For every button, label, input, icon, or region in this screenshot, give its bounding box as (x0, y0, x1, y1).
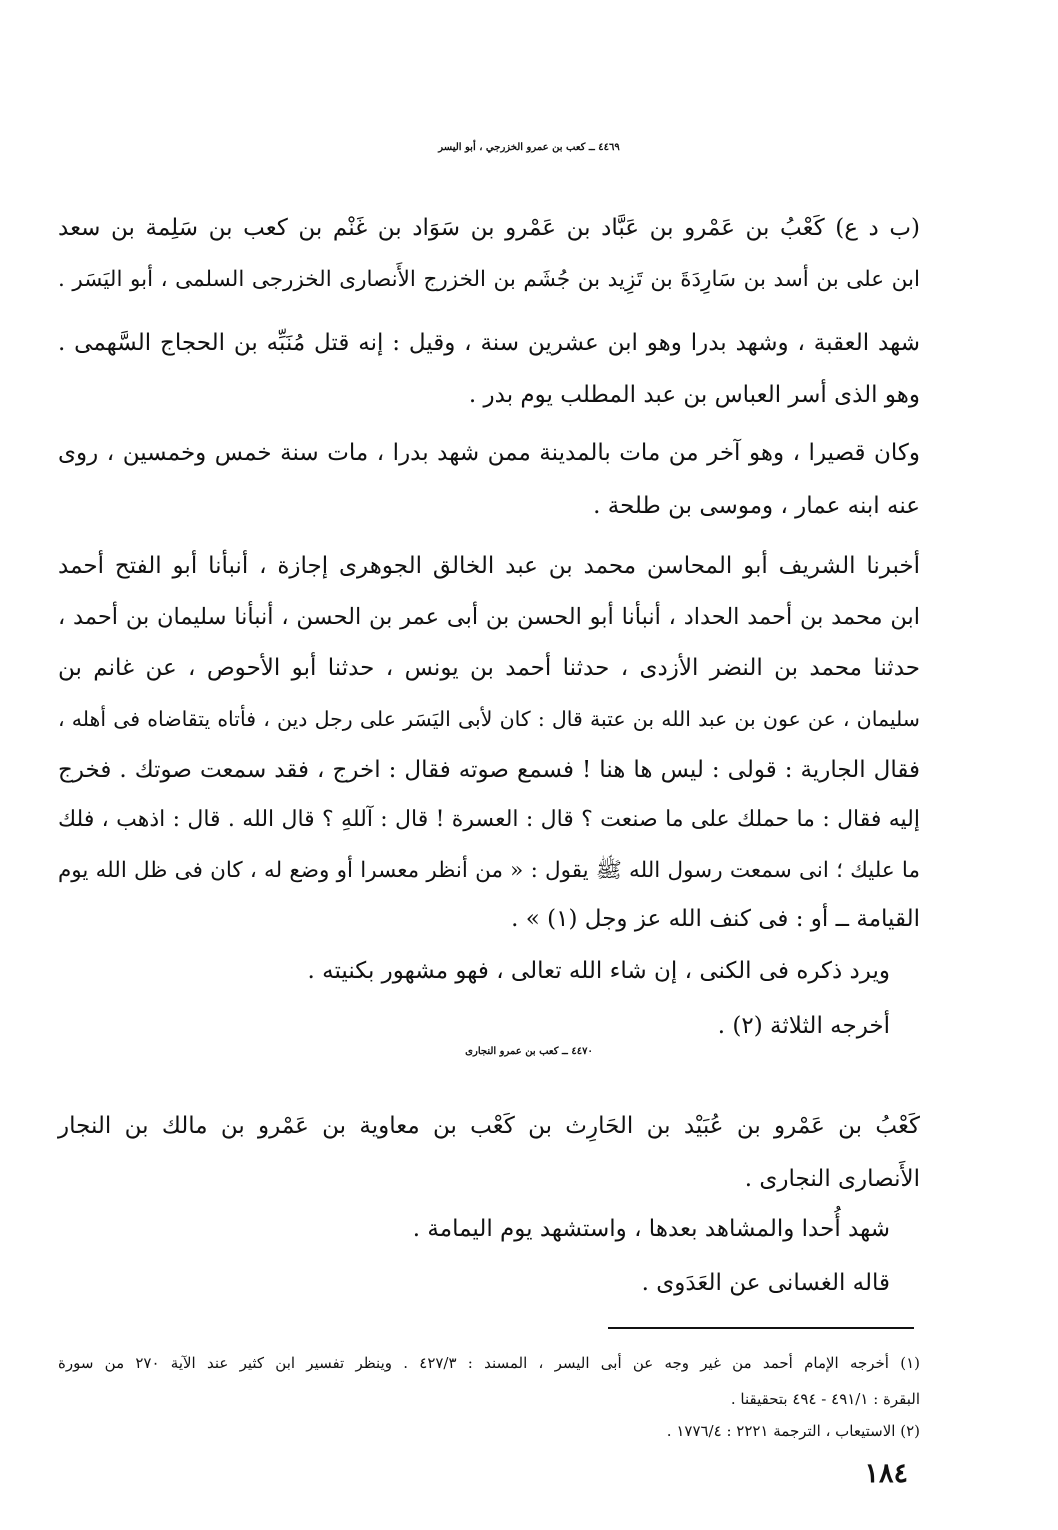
text-line: شهد أُحدا والمشاهد بعدها ، واستشهد يوم اليمامة . (412, 1216, 890, 1242)
text-line: أخبرنا الشريف أبو المحاسن محمد بن عبد الخالق الجوهرى إجازة ، أنبأنا أبو الفتح أحمد (58, 553, 920, 579)
footnote-line: (١) أخرجه الإمام أحمد من غير وجه عن أبى اليسر ، المسند : ٤٢٧/٣ . وينظر تفسير ابن كثير عند الآية ٢٧٠ من سورة (58, 1354, 920, 1372)
text-line: عنه ابنه عمار ، وموسى بن طلحة . (593, 493, 920, 519)
text-line: القيامة ــ أو : فى كنف الله عز وجل (١) » . (511, 906, 920, 932)
text-line: حدثنا محمد بن النضر الأزدى ، حدثنا أحمد بن يونس ، حدثنا أبو الأحوص ، عن غانم بن (58, 655, 920, 681)
text-line: كَعْبُ بن عَمْرو بن عُبَيْد بن الحَارِث بن كَعْب بن معاوية بن عَمْرو بن مالك بن النجار (58, 1113, 920, 1139)
text-line: سليمان ، عن عون بن عبد الله بن عتبة قال : كان لأبى اليَسَر على رجل دين ، فأتاه يتقاضاه فى أهله ، (58, 707, 920, 731)
text-line: (ب د ع) كَعْبُ بن عَمْرو بن عَبَّاد بن عَمْرو بن سَوَاد بن غَنْم بن كعب بن سَلِمة بن سعد (58, 215, 920, 241)
text-line: إليه فقال : ما حملك على ما صنعت ؟ قال : العسرة ! قال : آللهِ ؟ قال الله . قال : اذهب ، فلك (58, 807, 920, 832)
text-line: فقال الجارية : قولى : ليس ها هنا ! فسمع صوته فقال : اخرج ، فقد سمعت صوتك . فخرج (58, 757, 920, 783)
text-line: وكان قصيرا ، وهو آخر من مات بالمدينة ممن شهد بدرا ، مات سنة خمس وخمسين ، روى (58, 440, 920, 466)
text-line: ما عليك ؛ انى سمعت رسول الله ﷺ يقول : « من أنظر معسرا أو وضع له ، كان فى ظل الله يوم (58, 858, 920, 883)
entry-heading-4470: ٤٤٧٠ ــ كعب بن عمرو النجارى (465, 1046, 593, 1057)
text-line: قاله الغسانى عن العَدَوى . (641, 1270, 890, 1296)
text-line: ابن محمد بن أحمد الحداد ، أنبأنا أبو الحسن بن أبى عمر بن الحسن ، أنبأنا سليمان بن أحمد ، (58, 604, 920, 630)
footnote-separator (608, 1327, 914, 1329)
footnote-line: البقرة : ٤٩١/١ - ٤٩٤ بتحقيقنا . (730, 1390, 920, 1408)
text-line: أخرجه الثلاثة (٢) . (717, 1013, 890, 1039)
page-number: ١٨٤ (864, 1458, 908, 1489)
text-line: شهد العقبة ، وشهد بدرا وهو ابن عشرين سنة ، وقيل : إنه قتل مُنَبِّه بن الحجاج السَّهمى . (58, 330, 920, 356)
text-line: ويرد ذكره فى الكنى ، إن شاء الله تعالى ، فهو مشهور بكنيته . (307, 958, 890, 984)
text-line: الأَنصارى النجارى . (744, 1166, 920, 1192)
text-line: وهو الذى أسر العباس بن عبد المطلب يوم بدر . (468, 382, 920, 408)
footnote-line: (٢) الاستيعاب ، الترجمة ٢٢٢١ : ١٧٧٦/٤ . (666, 1422, 920, 1440)
entry-heading-4469: ٤٤٦٩ ــ كعب بن عمرو الخزرجي ، أبو اليسر (438, 142, 620, 153)
text-line: ابن على بن أسد بن سَارِدَةَ بن تَزِيد بن جُشَم بن الخزرج الأَنصارى الخزرجى السلمى ، أبو اليَسَر . (58, 267, 920, 292)
